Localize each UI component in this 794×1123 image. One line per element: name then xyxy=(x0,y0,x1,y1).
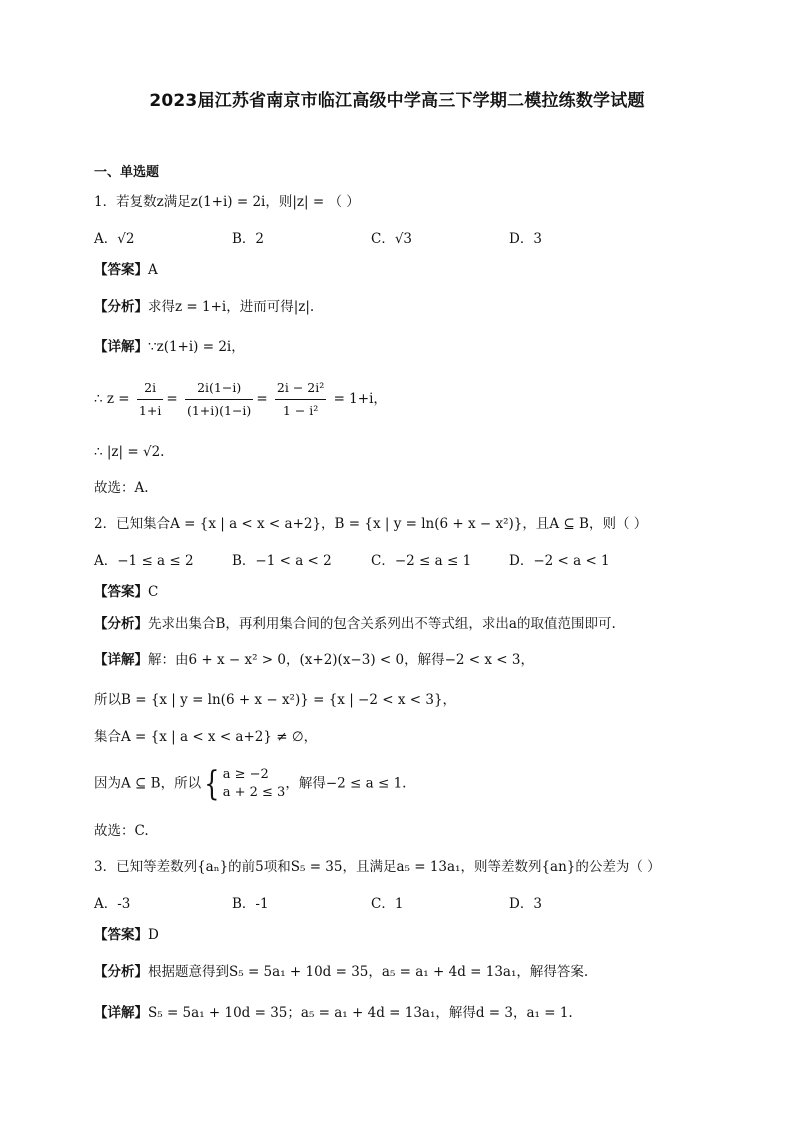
inequality-1: a ≥ −2 xyxy=(222,767,269,782)
q1-detail-line3: ∴ |z| = √2. xyxy=(94,444,165,460)
document-title: 2023届江苏省南京市临江高级中学高三下学期二模拉练数学试题 xyxy=(149,91,645,111)
q1-choice: 故选：A. xyxy=(94,480,149,496)
analysis-tag: 【分析】 xyxy=(94,616,148,632)
q1-detail-line2: ∴ z = $\frac{2i}{1+i}$ = $\frac{2i(1-i)}{(1+i)(1-i)}$ = $\frac{\text{2i − 2i²}}{\text{1 − i²}}$ = 1+i， xyxy=(94,378,387,421)
q2-answer xyxy=(94,582,158,602)
fraction-numerator: 2i xyxy=(137,378,163,400)
q1-option-b: B．2 xyxy=(232,231,265,247)
q2-detail-line4 xyxy=(94,766,406,802)
detail-text: 解：由6 + x − x² > 0，(x+2)(x−3) < 0，解得−2 < x < 3， xyxy=(148,652,534,668)
left-brace-icon: { xyxy=(204,764,220,804)
detail-text: S₅ = 5a₁ + 10d = 35；a₅ = a₁ + 4d = 13a₁，解得d = 3，a₁ = 1. xyxy=(148,1005,573,1021)
q2-option-b: B．−1 < a < 2 xyxy=(232,553,332,569)
q1-analysis xyxy=(94,297,314,317)
fraction-3 xyxy=(275,378,326,421)
q2-analysis xyxy=(94,614,616,634)
detail-tag: 【详解】 xyxy=(94,1005,148,1021)
answer-value: C xyxy=(148,584,159,600)
answer-tag: 【答案】 xyxy=(94,262,148,278)
detail-tag: 【详解】 xyxy=(94,339,148,355)
q2-choice: 故选：C. xyxy=(94,823,149,839)
fraction-denominator: (1+i)(1−i) xyxy=(186,403,252,418)
analysis-tag: 【分析】 xyxy=(94,964,148,980)
inequality-2: a + 2 ≤ 3 xyxy=(222,785,286,800)
fraction-denominator: 1 − i² xyxy=(282,403,319,418)
q3-option-c: C．1 xyxy=(371,896,404,912)
q3-option-d: D．3 xyxy=(509,896,542,912)
inequality-system xyxy=(223,766,286,802)
q3-analysis xyxy=(94,962,588,982)
fraction-2 xyxy=(185,378,253,421)
analysis-text: 根据题意得到S₅ = 5a₁ + 10d = 35，a₅ = a₁ + 4d = 13a₁，解得答案. xyxy=(148,964,589,980)
q3-stem: 3．已知等差数列{aₙ}的前5项和S₅ = 35，且满足a₅ = 13a₁，则等差数列{an}的公差为（ ） xyxy=(94,859,661,875)
analysis-tag: 【分析】 xyxy=(94,299,148,315)
fraction-denominator: 1+i xyxy=(138,403,162,418)
answer-tag: 【答案】 xyxy=(94,927,148,943)
system-tail: ，解得−2 ≤ a ≤ 1. xyxy=(285,775,407,792)
q2-option-c: C．−2 ≤ a ≤ 1 xyxy=(371,553,472,569)
formula-tail: = 1+i， xyxy=(333,391,387,407)
answer-value: A xyxy=(148,262,158,278)
section-heading: 一、单选题 xyxy=(94,165,160,180)
analysis-text: 先求出集合B，再利用集合间的包含关系列出不等式组，求出a的取值范围即可. xyxy=(148,616,616,632)
q2-stem: 2．已知集合A = {x | a < x < a+2}，B = {x | y = ln(6 + x − x²)}，且A ⊆ B，则（ ） xyxy=(94,516,648,532)
system-lead: 因为A ⊆ B，所以 xyxy=(94,775,202,792)
q2-detail-line1 xyxy=(94,650,534,670)
q2-option-a: A．−1 ≤ a ≤ 2 xyxy=(94,553,194,569)
fraction-1 xyxy=(137,378,163,421)
answer-value: D xyxy=(148,927,159,943)
fraction-numerator: 2i − 2i² xyxy=(275,378,326,400)
detail-text: ∵z(1+i) = 2i， xyxy=(148,339,245,355)
q1-option-c: C．√3 xyxy=(371,231,413,247)
q1-answer xyxy=(94,260,158,280)
q2-detail-line3: 集合A = {x | a < x < a+2} ≠ ∅， xyxy=(94,729,318,745)
fraction-numerator: 2i(1−i) xyxy=(185,378,253,400)
q1-stem: 1．若复数z满足z(1+i) = 2i，则|z| = （ ） xyxy=(94,194,360,210)
q2-detail-line2: 所以B = {x | y = ln(6 + x − x²)} = {x | −2 < x < 3}， xyxy=(94,692,457,708)
q1-option-d: D．3 xyxy=(509,231,542,247)
detail-tag: 【详解】 xyxy=(94,652,148,668)
answer-tag: 【答案】 xyxy=(94,584,148,600)
q3-option-b: B．-1 xyxy=(232,896,269,912)
formula-lead: ∴ z = xyxy=(94,391,130,407)
q1-option-a: A．√2 xyxy=(94,231,135,247)
q2-option-d: D．−2 < a < 1 xyxy=(509,553,610,569)
q1-detail-line1 xyxy=(94,337,245,357)
q3-answer xyxy=(94,925,159,945)
analysis-text: 求得z = 1+i，进而可得|z|. xyxy=(148,299,315,315)
q3-detail-line1 xyxy=(94,1003,573,1023)
q3-option-a: A．-3 xyxy=(94,896,131,912)
